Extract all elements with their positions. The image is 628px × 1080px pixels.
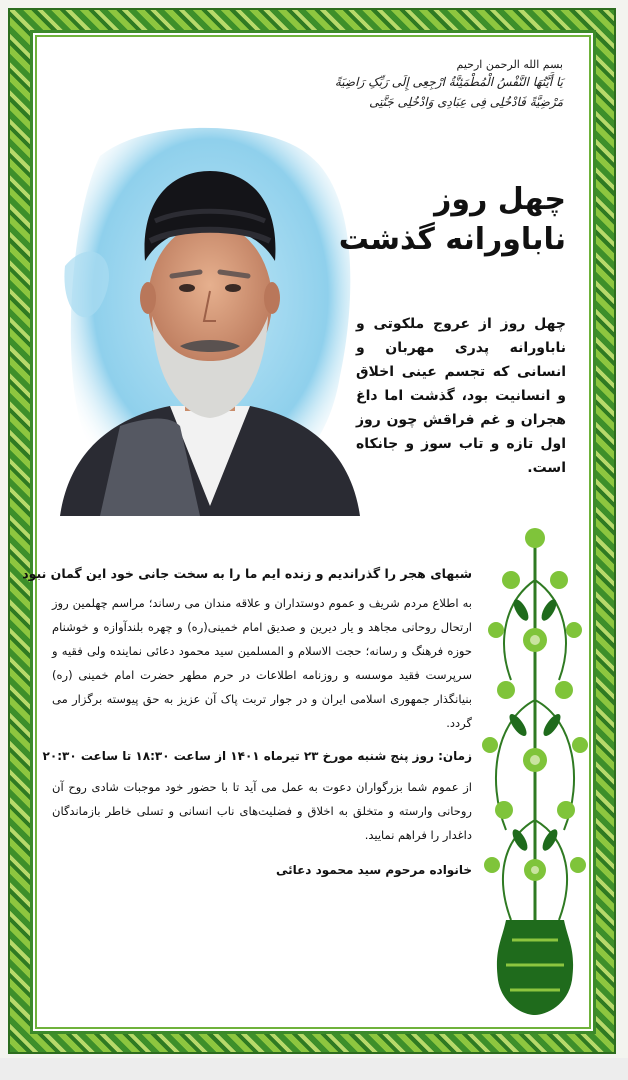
main-title (306, 180, 566, 260)
verse-line-1: یَا أَیَّتُهَا النَّفْسُ الْمُطْمَئِنَّةُ ارْجِعِی إِلَی رَبِّکِ رَاضِیَةً (334, 75, 563, 89)
poem-line: شبهای هجر را گذراندیم و زنده ایم ما را به سخت جانی خود این گمان نبود (22, 566, 472, 581)
intro-paragraph: چهل روز از عروج ملکوتی و ناباورانه پدری مهربان و انسانی که تجسم عینی اخلاق و انسانیت بود، گذشت اما داغ هجران و غم فراقش چون روز اول تازه و تاب سوز و جانکاه است. (356, 316, 566, 476)
invitation-text: از عموم شما بزرگواران دعوت به عمل می آید تا با حضور خود موجبات شادی روح آن روحانی وارسته و متخلق به اخلاق و فضلیت‌های ناب انسانی و تسلی خاطر بازماندگان داغدار را فراهم نمایید. (52, 780, 472, 842)
verse-header (263, 58, 563, 109)
bottom-strip (0, 1058, 628, 1080)
portrait (38, 108, 368, 523)
verse-line-2: مَرْضِیَّةً فَادْخُلِی فِی عِبَادِی وَادْخُلِی جَنَّتِی (369, 95, 563, 109)
family-signature: خانواده مرحوم سید محمود دعائی (275, 863, 472, 877)
title-line-2: ناباورانه گذشت (338, 222, 566, 257)
ceremony-time: زمان: روز پنج شنبه مورخ ۲۳ تیرماه ۱۴۰۱ از ساعت ۱۸:۳۰ تا ساعت ۲۰:۳۰ (42, 749, 472, 763)
title-line-1: چهل روز (434, 182, 566, 217)
floral-vase-ornament (476, 520, 594, 1020)
basmala: بسم الله الرحمن ارحیم (456, 58, 563, 71)
portrait-illustration (60, 116, 360, 516)
ceremony-announcement: به اطلاع مردم شریف و عموم دوستداران و علاقه مندان می رساند؛ مراسم چهلمین روز ارتحال روحانی مجاهد و یار دیرین و صدیق امام خمینی(ره) و چهره بلندآوازه و خوشنام حوزه فرهنگ و رسانه؛ حجت الاسلام و المسلمین سید محمود دعائی نماینده ولی فقیه و سرپرست فقید موسسه و روزنامه اطلاعات در حرم مطهر حضرت امام خمینی (ره) بنیانگذار جمهوری اسلامی ایران و در جوار تربت پاک آن عزیز به حق پیوسته برگزار می گردد. (52, 596, 472, 730)
announcement-body (22, 566, 472, 877)
